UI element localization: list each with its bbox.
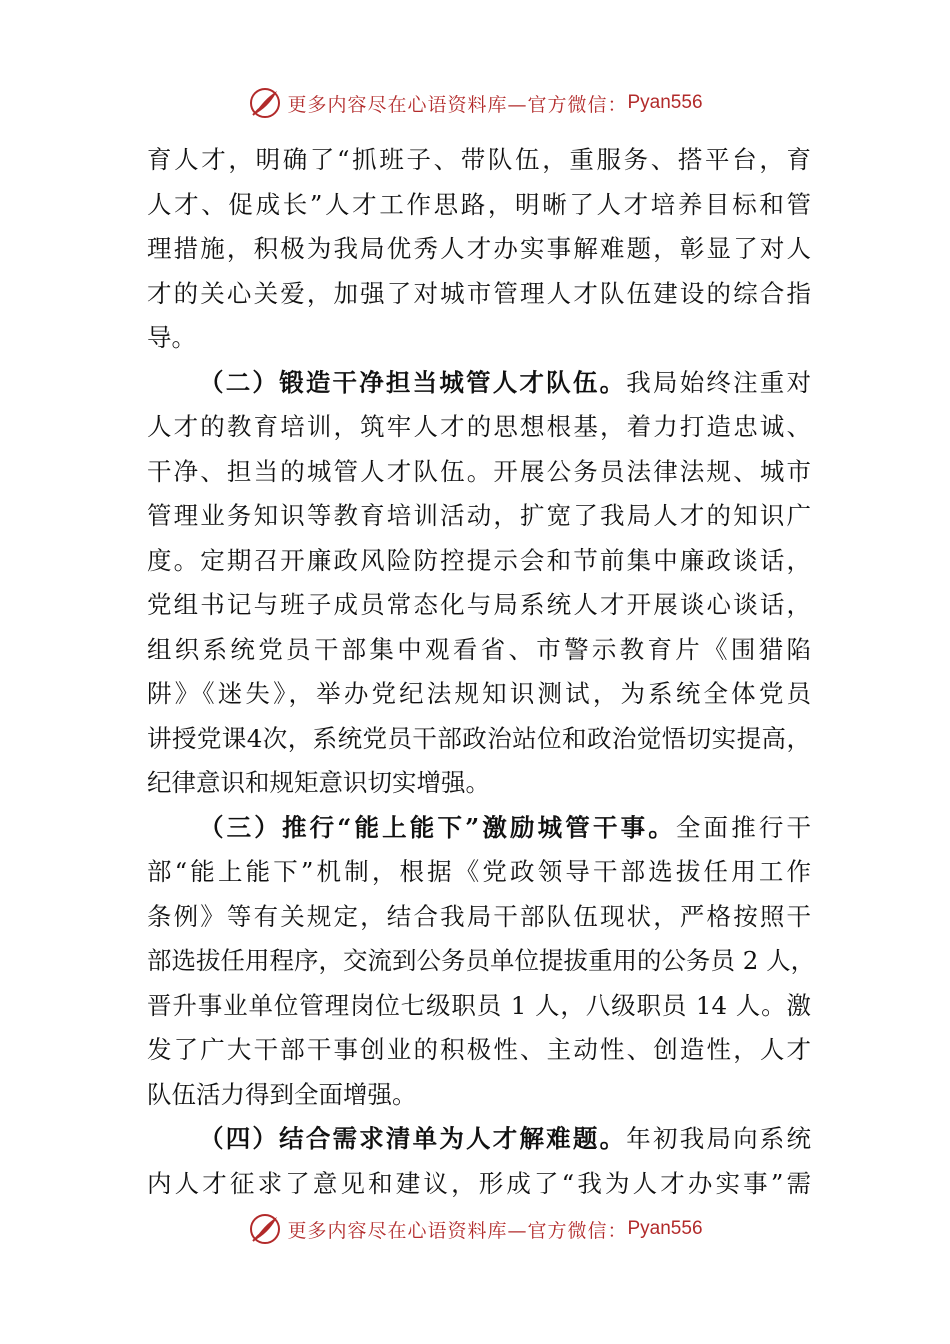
section-heading-line [147,806,811,851]
text-line: 组织系统党员干部集中观看省、市警示教育片《围猎陷 [147,634,811,664]
section-text: 全面推行干 [675,812,812,842]
text-line: 条例》等有关规定，结合我局干部队伍现状，严格按照干 [147,901,811,931]
text-line: 部选拔任用程序，交流到公务员单位提拔重用的公务员 2 人， [147,946,816,975]
text-line: 讲授党课4次，系统党员干部政治站位和政治觉悟切实提高， [147,723,811,753]
document-body [147,138,816,1206]
text-line: 晋升事业单位管理岗位七级职员 1 人，八级职员 14 人。激 [147,990,811,1020]
text-line: 导。 [147,323,196,352]
text-line: 干净、担当的城管人才队伍。开展公务员法律法规、城市 [147,456,811,486]
section-heading: （二）锻造干净担当城管人才队伍。 [199,367,627,397]
section-heading-line [147,1117,811,1162]
text-line: 管理业务知识等教育培训活动，扩宽了我局人才的知识广 [147,501,811,530]
text-line: 理措施，积极为我局优秀人才办实事解难题，彰显了对人 [147,234,811,263]
banner-text: 更多内容尽在心语资料库—官方微信： [287,93,628,116]
text-line: 阱》《迷失》，举办党纪法规知识测试，为系统全体党员 [147,679,811,708]
pen-feather-logo-icon [247,85,283,121]
footer-watermark-banner [0,1209,950,1249]
text-line: 部“能上能下”机制，根据《党政领导干部选拔任用工作 [147,857,811,886]
text-line: 党组书记与班子成员常态化与局系统人才开展谈心谈话， [147,590,811,619]
header-watermark-banner [0,83,950,123]
text-line: 育人才，明确了“抓班子、带队伍，重服务、搭平台，育 [147,145,811,174]
section-text: 我局始终注重对 [626,367,812,397]
text-line: 队伍活力得到全面增强。 [147,1079,417,1109]
text-line: 发了广大干部干事创业的积极性、主动性、创造性，人才 [147,1035,811,1064]
text-line: 度。定期召开廉政风险防控提示会和节前集中廉政谈话， [147,545,811,575]
banner-text: 更多内容尽在心语资料库—官方微信： [287,1219,628,1242]
text-line: 人才、促成长”人才工作思路，明晰了人才培养目标和管 [147,189,811,219]
text-line: 内人才征求了意见和建议，形成了“我为人才办实事”需 [147,1168,811,1198]
text-line: 纪律意识和规矩意识切实增强。 [147,768,490,797]
banner-wechat-id: Pyan556 [627,1218,703,1239]
section-text: 年初我局向系统 [626,1124,812,1153]
text-line: 人才的教育培训，筑牢人才的思想根基，着力打造忠诚、 [147,412,811,441]
section-heading: （三）推行“能上能下”激励城管干事。 [199,812,676,842]
pen-feather-logo-icon [247,1211,283,1247]
text-line: 才的关心关爱，加强了对城市管理人才队伍建设的综合指 [147,278,811,308]
section-heading: （四）结合需求清单为人才解难题。 [199,1124,627,1153]
banner-wechat-id: Pyan556 [627,92,703,113]
section-heading-line [147,361,811,406]
